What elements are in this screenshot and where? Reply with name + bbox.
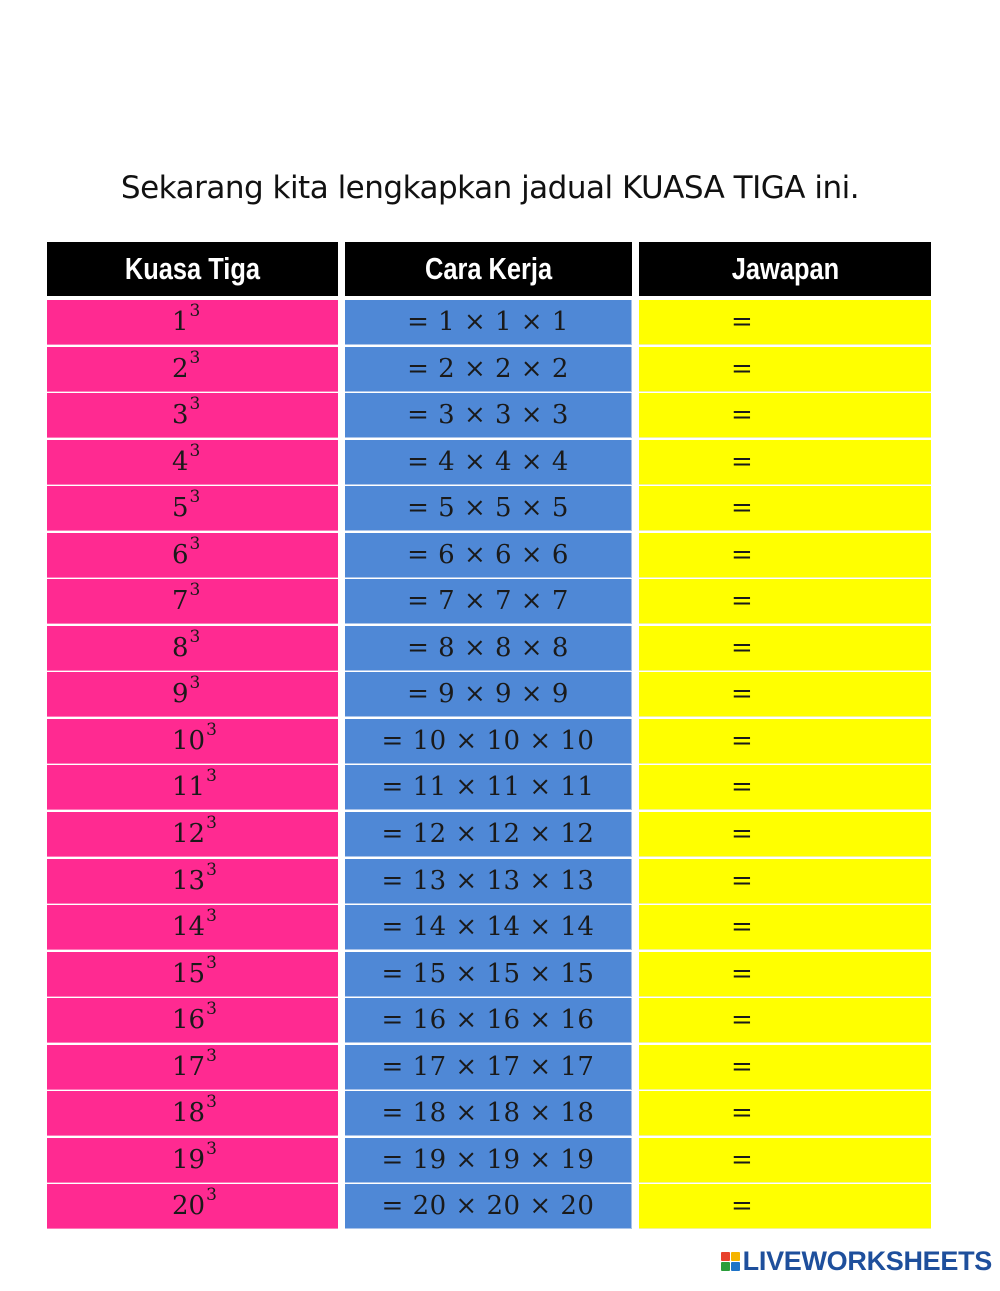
answer-cell[interactable]: = [639, 905, 931, 950]
power-exponent: 3 [206, 952, 217, 973]
answer-cell[interactable]: = [639, 765, 931, 810]
working-cell: = 11 × 11 × 11 [345, 765, 632, 810]
power-cell [47, 719, 338, 764]
header-jawapan [639, 242, 931, 296]
answer-cell[interactable]: = [639, 859, 931, 904]
working-cell: = 15 × 15 × 15 [345, 952, 632, 997]
power-cell [47, 1138, 338, 1183]
power-exponent: 3 [189, 440, 201, 461]
answer-cell[interactable]: = [639, 533, 931, 578]
working-cell: = 13 × 13 × 13 [345, 859, 632, 904]
power-cell [47, 579, 338, 624]
answer-cell[interactable]: = [639, 486, 931, 531]
power-exponent: 3 [206, 999, 217, 1020]
answer-cell[interactable]: = [639, 1138, 931, 1183]
power-base: 8 [172, 632, 189, 663]
power-cell [47, 533, 338, 578]
power-cell [47, 300, 338, 345]
answer-cell[interactable]: = [639, 998, 931, 1043]
power-exponent: 3 [206, 1138, 217, 1159]
answer-cell[interactable]: = [639, 1091, 931, 1136]
power-cell [47, 347, 338, 392]
working-cell: = 10 × 10 × 10 [345, 719, 632, 764]
power-cell [47, 859, 338, 904]
power-cell [47, 905, 338, 950]
working-cell: = 1 × 1 × 1 [345, 300, 632, 345]
working-cell: = 4 × 4 × 4 [345, 440, 632, 485]
power-exponent: 3 [206, 1045, 217, 1066]
power-cell [47, 440, 338, 485]
power-cell [47, 1184, 338, 1229]
power-cell [47, 812, 338, 857]
answer-cell[interactable]: = [639, 626, 931, 671]
power-base: 10 [172, 725, 206, 756]
power-base: 18 [172, 1098, 206, 1129]
power-base: 13 [172, 865, 206, 896]
power-exponent: 3 [189, 533, 201, 554]
header-kuasa-tiga-label: Kuasa Tiga [124, 251, 261, 286]
logo-text: LIVEWORKSHEETS [742, 1246, 992, 1276]
answer-cell[interactable]: = [639, 579, 931, 624]
column-kuasa-tiga [47, 242, 338, 1231]
answer-cell[interactable]: = [639, 1045, 931, 1090]
power-exponent: 3 [206, 1185, 217, 1206]
power-base: 14 [172, 912, 206, 943]
jawapan-cells [639, 300, 931, 1229]
kuasa-tiga-cells [47, 300, 338, 1229]
power-base: 9 [172, 679, 189, 710]
working-cell: = 14 × 14 × 14 [345, 905, 632, 950]
liveworksheets-logo[interactable] [721, 1246, 992, 1277]
working-cell: = 12 × 12 × 12 [345, 812, 632, 857]
power-exponent: 3 [206, 719, 217, 740]
header-jawapan-label: Jawapan [731, 251, 839, 286]
working-cell: = 6 × 6 × 6 [345, 533, 632, 578]
power-cell [47, 393, 338, 438]
working-cell: = 5 × 5 × 5 [345, 486, 632, 531]
working-cell: = 19 × 19 × 19 [345, 1138, 632, 1183]
power-base: 19 [172, 1144, 206, 1175]
power-base: 4 [172, 446, 189, 477]
power-exponent: 3 [206, 766, 217, 787]
power-cell [47, 765, 338, 810]
power-cell [47, 672, 338, 717]
column-cara-kerja [345, 242, 632, 1231]
working-cell: = 7 × 7 × 7 [345, 579, 632, 624]
power-base: 3 [172, 400, 189, 431]
power-cell [47, 998, 338, 1043]
column-jawapan [639, 242, 931, 1231]
power-exponent: 3 [189, 626, 201, 647]
power-exponent: 3 [189, 347, 201, 368]
power-exponent: 3 [189, 580, 201, 601]
power-base: 1 [172, 307, 189, 337]
working-cell: = 20 × 20 × 20 [345, 1184, 632, 1229]
power-cell [47, 1045, 338, 1090]
answer-cell[interactable]: = [639, 812, 931, 857]
power-base: 16 [172, 1005, 206, 1036]
header-kuasa-tiga [47, 242, 338, 296]
power-cell [47, 486, 338, 531]
header-cara-kerja-label: Cara Kerja [424, 251, 553, 286]
answer-cell[interactable]: = [639, 300, 931, 345]
power-base: 5 [172, 493, 189, 524]
answer-cell[interactable]: = [639, 347, 931, 392]
working-cell: = 16 × 16 × 16 [345, 998, 632, 1043]
power-base: 6 [172, 539, 189, 570]
answer-cell[interactable]: = [639, 393, 931, 438]
power-exponent: 3 [189, 394, 201, 415]
power-exponent: 3 [206, 859, 217, 880]
instruction-text: Sekarang kita lengkapkan jadual KUASA TIGA ini. [120, 170, 860, 206]
working-cell: = 2 × 2 × 2 [345, 347, 632, 392]
answer-cell[interactable]: = [639, 719, 931, 764]
power-exponent: 3 [189, 487, 201, 508]
power-base: 17 [172, 1051, 206, 1082]
power-exponent: 3 [206, 1092, 217, 1113]
cara-kerja-cells [345, 300, 632, 1229]
power-exponent: 3 [189, 301, 201, 321]
answer-cell[interactable]: = [639, 672, 931, 717]
power-cell [47, 1091, 338, 1136]
working-cell: = 3 × 3 × 3 [345, 393, 632, 438]
power-exponent: 3 [189, 673, 201, 694]
working-cell: = 9 × 9 × 9 [345, 672, 632, 717]
power-base: 20 [172, 1191, 206, 1222]
header-cara-kerja [345, 242, 632, 296]
power-cell [47, 626, 338, 671]
answer-cell[interactable]: = [639, 952, 931, 997]
power-base: 7 [172, 586, 189, 617]
working-cell: = 17 × 17 × 17 [345, 1045, 632, 1090]
power-base: 2 [172, 353, 189, 384]
power-base: 12 [172, 819, 206, 850]
liveworksheets-logo-icon [721, 1252, 740, 1271]
power-base: 15 [172, 958, 206, 989]
answer-cell[interactable]: = [639, 1184, 931, 1229]
power-base: 11 [172, 772, 206, 803]
power-exponent: 3 [206, 906, 217, 927]
answer-cell[interactable]: = [639, 440, 931, 485]
power-cell [47, 952, 338, 997]
power-exponent: 3 [206, 813, 217, 834]
working-cell: = 8 × 8 × 8 [345, 626, 632, 671]
working-cell: = 18 × 18 × 18 [345, 1091, 632, 1136]
